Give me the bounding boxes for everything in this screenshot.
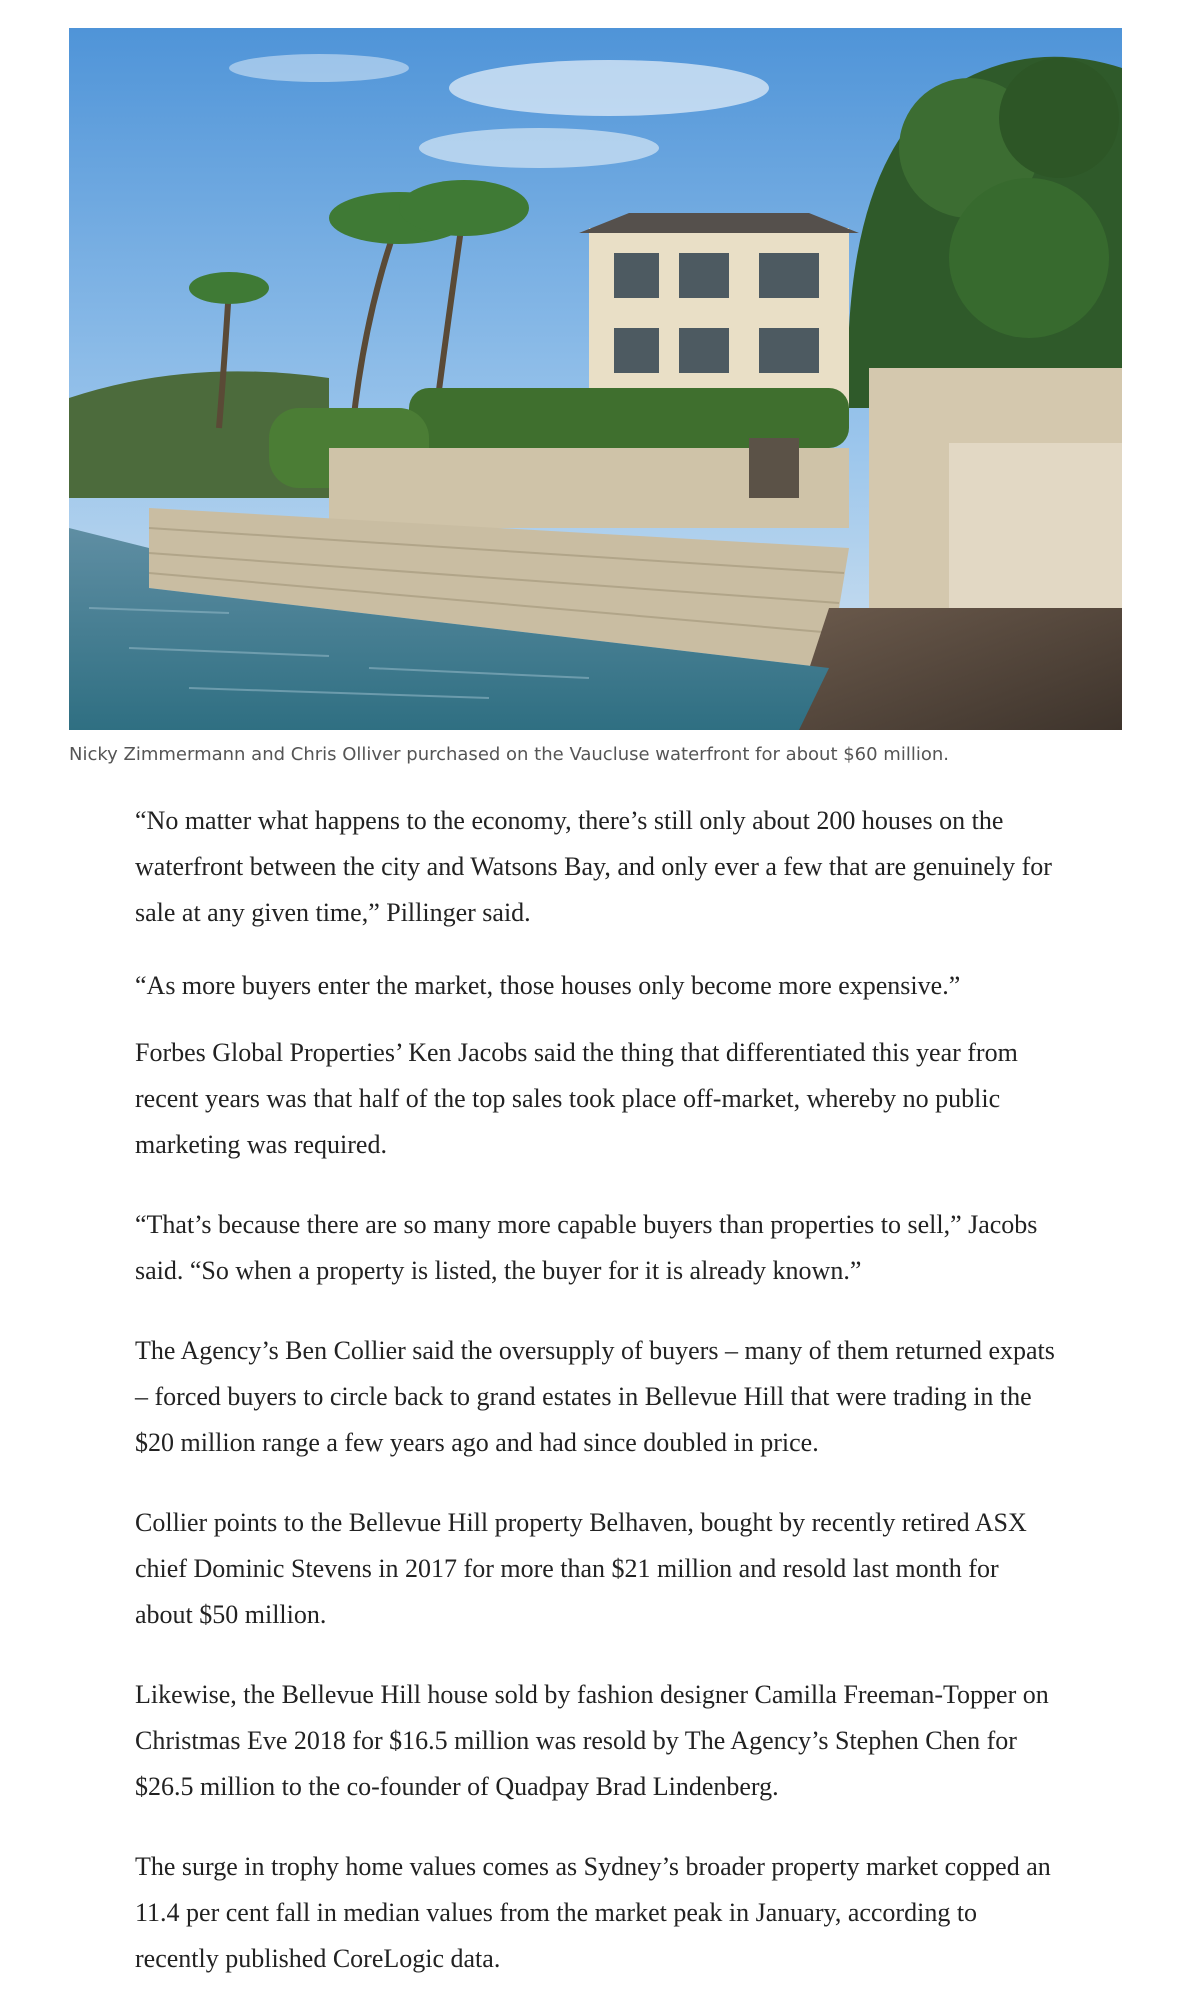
- article-body: [135, 798, 1055, 1982]
- article-paragraph: “That’s because there are so many more capable buyers than properties to sell,” Jacobs said. “So when a property is listed, the buyer for it is already known.”: [135, 1210, 1038, 1285]
- article-paragraph: Collier points to the Bellevue Hill property Belhaven, bought by recently retired ASX chief Dominic Stevens in 2017 for more than $21 million and resold last month for about $50 million.: [135, 1508, 1027, 1629]
- article-paragraph: “No matter what happens to the economy, there’s still only about 200 houses on the waterfront between the city and Watsons Bay, and only ever a few that are genuinely for sale at any given time,” Pillinger said.: [135, 806, 1052, 927]
- article-photo: [69, 28, 1122, 730]
- article-paragraph: “As more buyers enter the market, those houses only become more expensive.”: [135, 971, 961, 1000]
- article-paragraph: Forbes Global Properties’ Ken Jacobs said the thing that differentiated this year from recent years was that half of the top sales took place off-market, whereby no public marketing was required.: [135, 1038, 1018, 1159]
- waterfront-mansion-photo: [69, 28, 1122, 730]
- article-paragraph: The Agency’s Ben Collier said the oversupply of buyers – many of them returned expats – forced buyers to circle back to grand estates in Bellevue Hill that were trading in the $20 million range a few years ago and had since doubled in price.: [135, 1336, 1055, 1457]
- article-paragraph: Likewise, the Bellevue Hill house sold by fashion designer Camilla Freeman-Topper on Christmas Eve 2018 for $16.5 million was resold by The Agency’s Stephen Chen for $26.5 million to the co-founder of Quadpay Brad Lindenberg.: [135, 1680, 1049, 1801]
- photo-caption: Nicky Zimmermann and Chris Olliver purchased on the Vaucluse waterfront for about $60 million.: [69, 744, 949, 765]
- article-paragraph: The surge in trophy home values comes as Sydney’s broader property market copped an 11.4 per cent fall in median values from the market peak in January, according to recently published CoreLogic data.: [135, 1852, 1051, 1973]
